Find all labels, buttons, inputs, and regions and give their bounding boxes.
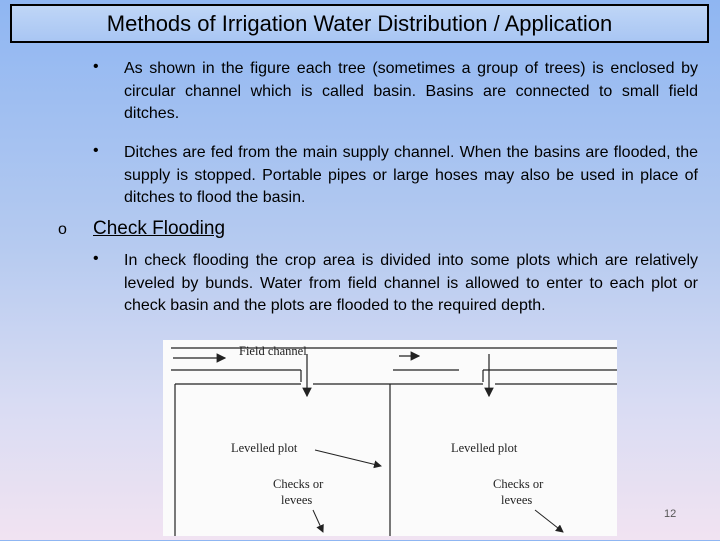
bullet-marker: • [93, 142, 99, 159]
section-marker: o [58, 221, 67, 238]
label-field-channel: Field channel [239, 344, 307, 358]
bullet-check-flooding-description: In check flooding the crop area is divided into some plots which are relatively leveled by bunds. Water from field channel is allowed to enter to each plot or check basin and the plots are flooded to the required depth. [124, 252, 698, 314]
slide-title [10, 4, 709, 43]
label-checks-right-2: levees [501, 493, 533, 507]
slide-title-text: Methods of Irrigation Water Distribution / Application [106, 10, 613, 36]
label-checks-left-2: levees [281, 493, 313, 507]
section-heading-check-flooding: Check Flooding [93, 218, 226, 239]
pointer-arrow-icon [313, 510, 323, 532]
label-checks-left-1: Checks or [273, 477, 324, 491]
label-levelled-plot-left: Levelled plot [231, 441, 298, 455]
label-levelled-plot-right: Levelled plot [451, 441, 518, 455]
bullet-basin-description: As shown in the figure each tree (sometimes a group of trees) is enclosed by circular channel which is called basin. Basins are connected to small field ditches. [124, 60, 698, 122]
check-flooding-figure [163, 340, 617, 536]
pointer-arrow-icon [535, 510, 563, 532]
page-number: 12 [664, 508, 677, 520]
bullet-marker: • [93, 58, 99, 75]
bullet-ditches-description: Ditches are fed from the main supply channel. When the basins are flooded, the supply is stopped. Portable pipes or large hoses may also be used in place of ditches to flood the basin. [124, 144, 698, 206]
bullet-marker: • [93, 250, 99, 267]
pointer-arrow-icon [315, 450, 381, 466]
check-flooding-diagram [163, 340, 617, 536]
label-checks-right-1: Checks or [493, 477, 544, 491]
